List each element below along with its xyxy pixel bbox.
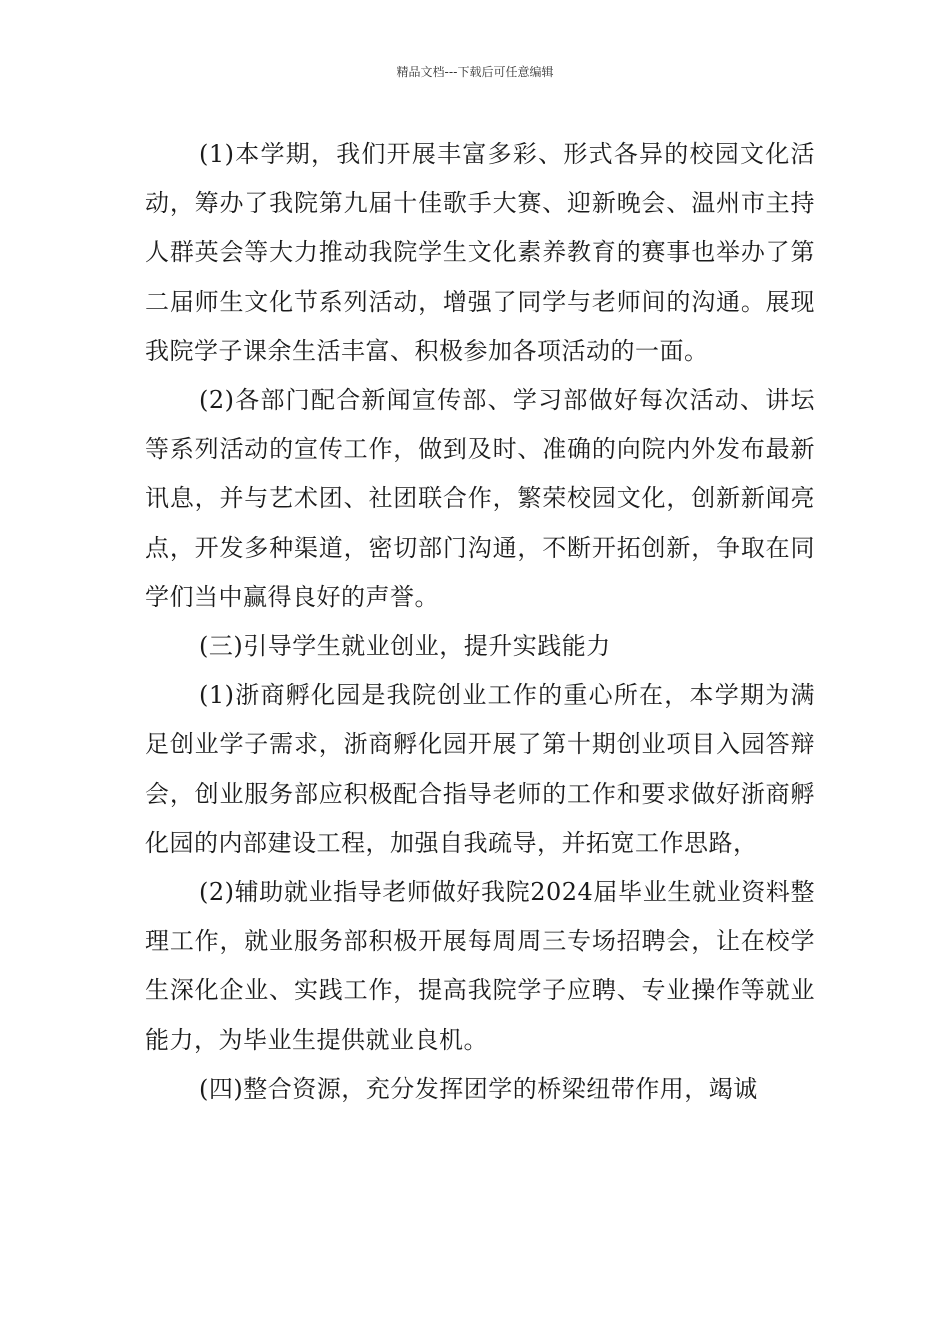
section-heading-resources: (四)整合资源，充分发挥团学的桥梁纽带作用，竭诚	[199, 1074, 758, 1103]
paragraph-publicity: (2)各部门配合新闻宣传部、学习部做好每次活动、讲坛等系列活动的宣传工作，做到及时、准确的向院内外发布最新讯息，并与艺术团、社团联合作，繁荣校园文化，创新新闻亮点，开发多种渠道，密切部门沟通，不断开拓创新，争取在同学们当中赢得良好的声誉。	[145, 386, 815, 611]
page-header: 精品文档---下载后可任意编辑	[396, 65, 554, 79]
paragraph-incubator: (1)浙商孵化园是我院创业工作的重心所在，本学期为满足创业学子需求，浙商孵化园开展了第十期创业项目入园答辩会，创业服务部应积极配合指导老师的工作和要求做好浙商孵化园的内部建设工程，加强自我疏导，并拓宽工作思路，	[145, 681, 815, 857]
section-heading-employment: (三)引导学生就业创业，提升实践能力	[199, 632, 611, 661]
paragraph-employment-guidance: (2)辅助就业指导老师做好我院2024届毕业生就业资料整理工作，就业服务部积极开展每周周三专场招聘会，让在校学生深化企业、实践工作，提高我院学子应聘、专业操作等就业能力，为毕业生提供就业良机。	[145, 878, 815, 1054]
paragraph-activities: (1)本学期，我们开展丰富多彩、形式各异的校园文化活动，筹办了我院第九届十佳歌手大赛、迎新晚会、温州市主持人群英会等大力推动我院学生文化素养教育的赛事也举办了第二届师生文化节系列活动，增强了同学与老师间的沟通。展现我院学子课余生活丰富、积极参加各项活动的一面。	[145, 140, 815, 365]
document-body	[145, 130, 815, 1114]
